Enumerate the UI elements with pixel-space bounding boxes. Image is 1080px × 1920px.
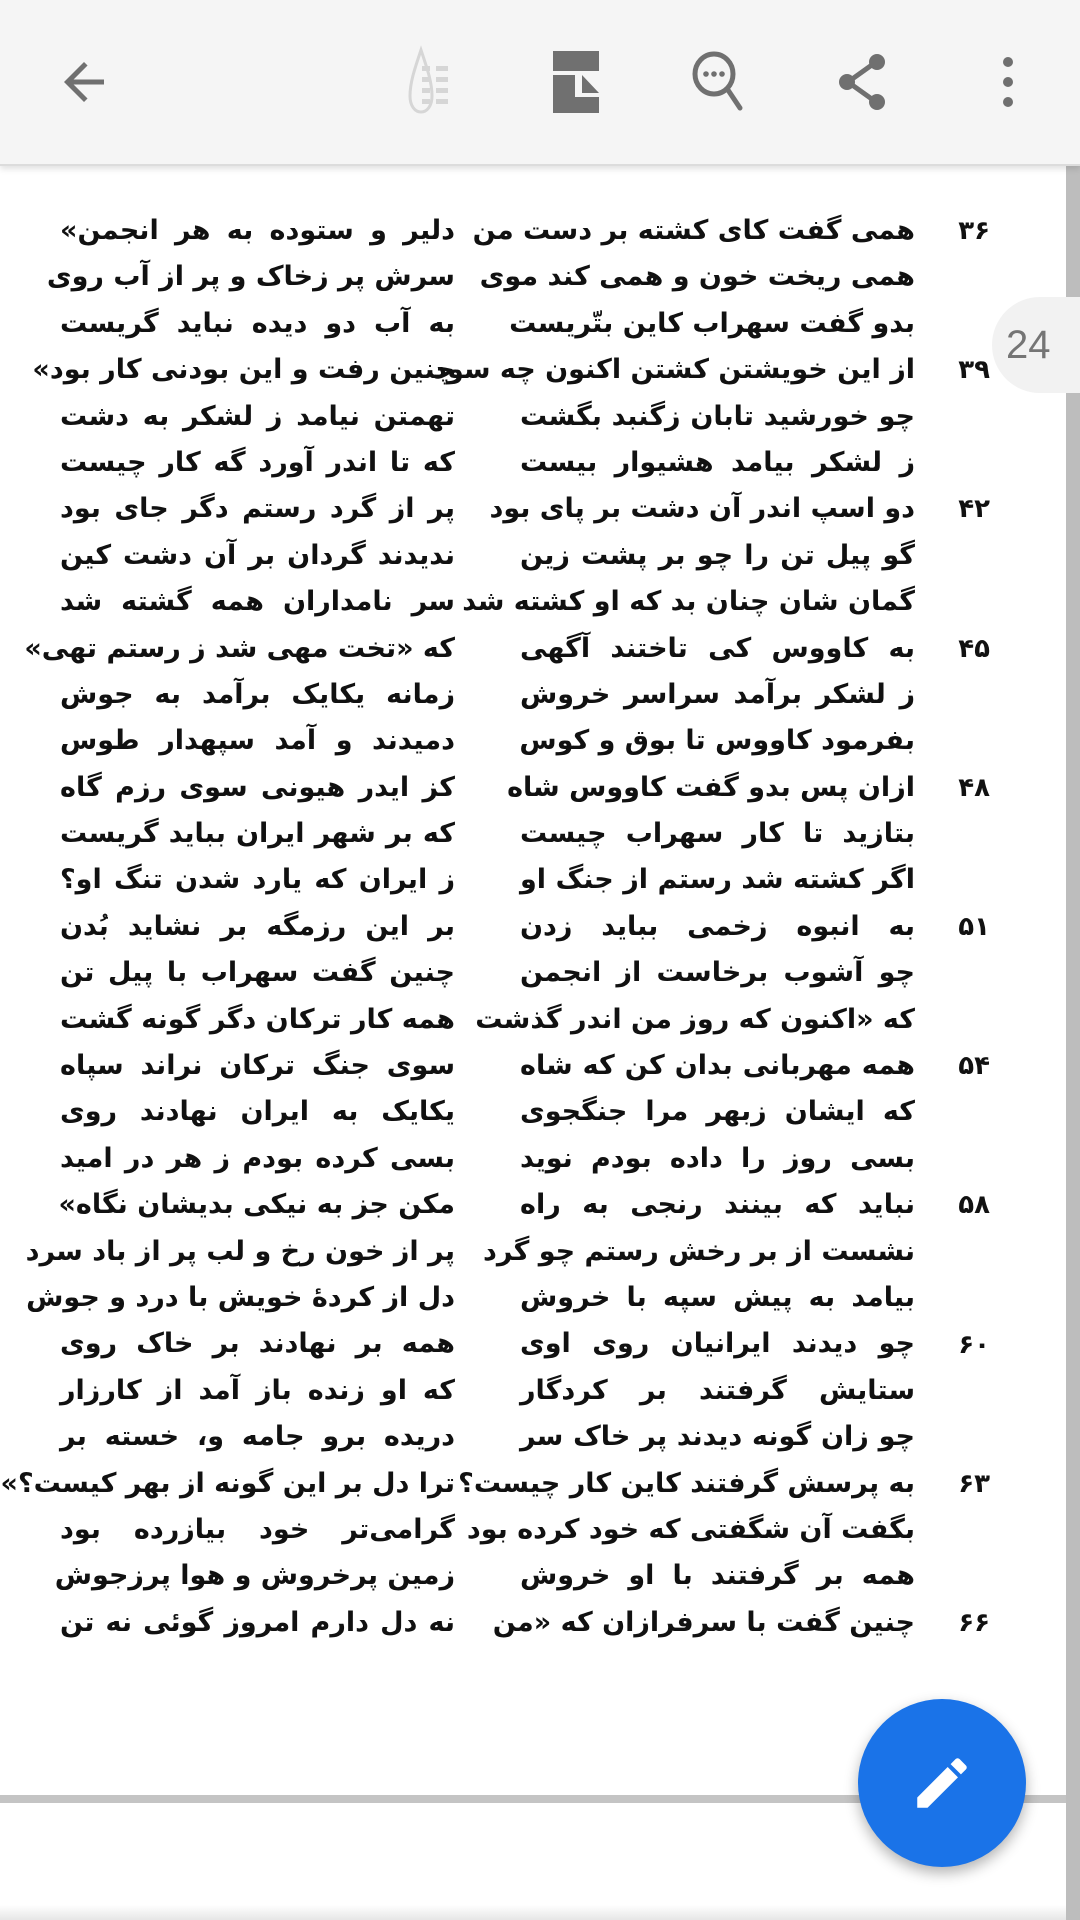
back-button[interactable] [44, 42, 124, 122]
verse-line: بدو گفت سهراب کاین بتّریست [509, 307, 915, 339]
poem-column-right [433, 208, 915, 1646]
verse-number: ۵۱ [958, 912, 990, 942]
verse-line: نباید که بینند رنجی به راه [520, 1189, 915, 1221]
verse-number: ۳۹ [958, 355, 990, 386]
verse-line: چنین رفت و این بودنی کار بود» [32, 354, 455, 386]
verse-line: همی ریخت خون و همی کند موی [479, 261, 915, 293]
top-app-bar [0, 0, 1080, 166]
page-layout-button[interactable] [536, 42, 616, 122]
verse-number: ۶۶ [958, 1608, 990, 1638]
verse-line: یکایک به ایران نهادند روی [60, 1096, 455, 1128]
next-page-edge [0, 1905, 1066, 1920]
verse-line: چو زان گونه دیدند پر خاک سر [520, 1421, 915, 1453]
verse-line: که «اکنون که روز من اندر گذشت [475, 1003, 915, 1035]
verse-line: بتازید تا کار سهراب چیست [520, 818, 915, 850]
verse-number: ۴۲ [958, 494, 990, 525]
verse-line: ترا دل بر این گونه از بهر کیست؟» [0, 1467, 455, 1499]
page-number: 24 [1006, 322, 1051, 367]
verse-line: به پرسش گرفتند کاین کار چیست؟ [458, 1467, 915, 1499]
share-button[interactable] [822, 42, 902, 122]
verse-line: ندیدند گردان بر آن دشت کین [60, 539, 455, 571]
verse-line: دل از کردهٔ خویش با درد و جوش [26, 1281, 455, 1313]
verse-line: همه کار ترکان دگر گونه گشت [60, 1003, 455, 1035]
verse-line: ز لشکر بیامد هشیوار بیست [520, 446, 915, 478]
verse-line: نشست از بر رخش رستم چو گرد [483, 1235, 915, 1267]
verse-number: ۶۳ [958, 1468, 990, 1499]
verse-line: پر از خون رخ و لب پر از باد سرد [25, 1235, 455, 1267]
verse-line: که تا اندر آورد گه کار چیست [60, 446, 455, 478]
verse-line: که ایشان زبهر مرا جنگجوی [520, 1096, 915, 1128]
verse-line: دو اسپ اندر آن دشت بر پای بود [489, 493, 915, 525]
verse-line: تهمتن نیامد ز لشکر به دشت [60, 400, 455, 432]
verse-line: به انبوه زخمی بباید زدن [520, 910, 915, 942]
edit-fab-button[interactable] [858, 1699, 1026, 1867]
verse-line: بفرمود کاووس تا بوق و کوس [519, 725, 915, 757]
verse-line: بیامد به پیش سپه با خروش [520, 1281, 915, 1313]
verse-line: دریده برو جامه و، خسته بر [60, 1421, 455, 1453]
verse-line: از این خویشتن کشتن اکنون چه سود [433, 354, 915, 386]
verse-line: بسی کرده بودم ز هر در امید [60, 1142, 455, 1174]
verse-line: زمانه یکایک برآمد به جوش [60, 678, 455, 710]
verse-line: سوی جنگ ترکان نراند سپاه [60, 1050, 455, 1082]
verse-line: همی گفت کای کشته بر دست من [472, 215, 915, 246]
page-edge [1066, 166, 1080, 1920]
verse-number: ۴۸ [958, 772, 990, 803]
verse-number: ۵۴ [958, 1051, 990, 1082]
arrow-back-icon [54, 52, 114, 112]
reading-mode-button[interactable] [394, 42, 474, 122]
reading-mode-icon [396, 44, 472, 120]
verse-line: کز ایدر هیونی سوی رزم گاه [60, 771, 455, 803]
verse-number: ۵۸ [958, 1190, 990, 1221]
verse-line: گو پیل تن را چو بر پشت زین [520, 539, 915, 571]
page-layout-icon [551, 49, 601, 115]
verse-line: بگفت آن شگفتی که خود کرده بود [466, 1513, 915, 1545]
verse-line: بر این رزمگه بر نشاید بُدن [60, 910, 455, 942]
verse-line: گرامی‌تر خود بیازرده بود [60, 1513, 455, 1545]
verse-line: همه بر گرفتند با او خروش [520, 1560, 915, 1592]
verse-line: گمان شان چنان بد که او کشته شد [462, 586, 915, 618]
verse-number: ۶۰ [958, 1329, 990, 1360]
verse-number: ۳۶ [958, 216, 990, 246]
verse-line: به کاووس کی تاختند آگهی [520, 632, 915, 664]
search-icon [690, 50, 750, 114]
verse-line: به آب دو دیده نباید گریست [60, 307, 455, 339]
search-button[interactable] [680, 42, 760, 122]
verse-line: چو آشوب برخاست از انجمن [520, 957, 915, 989]
verse-line: که او زنده باز آمد از کارزار [60, 1374, 455, 1406]
verse-line: ز ایران که یارد شدن تنگ او؟ [60, 864, 455, 896]
verse-line: مکن جز به نیکی بدیشان نگاه» [58, 1189, 455, 1221]
verse-number: ۴۵ [958, 633, 990, 664]
verse-line: بسی روز را داده بودم نوید [520, 1142, 915, 1174]
verse-line: اگر کشته شد رستم از جنگ او [520, 864, 915, 896]
verse-line: ز لشکر برآمد سراسر خروش [520, 678, 915, 710]
verse-line: چنین گفت سهراب با پیل تن [60, 957, 455, 989]
verse-line: سرش پر زخاک و پر از آب روی [46, 261, 455, 293]
verse-line: چنین گفت با سرفرازان که «من [492, 1606, 915, 1638]
page-number-indicator [992, 297, 1080, 393]
verse-line: که بر شهر ایران بباید گریست [60, 818, 455, 850]
verse-line: پر از گرد رستم دگر جای بود [60, 493, 455, 525]
verse-line: همه بر نهادند بر خاک روی [60, 1328, 455, 1360]
poem-column-left [0, 208, 455, 1646]
verse-line: زمین پرخروش و هوا پرزجوش [54, 1560, 455, 1592]
more-vertical-icon [1000, 54, 1016, 110]
verse-line: ازان پس بدو گفت کاووس شاه [507, 771, 915, 803]
verse-line: ستایش گرفتند بر کردگار [520, 1374, 915, 1406]
edit-pencil-icon [909, 1750, 975, 1816]
verse-line: دمیدند و آمد سپهدار طوس [60, 725, 455, 757]
verse-line: چو خورشید تابان زگنبد بگشت [520, 400, 915, 432]
share-icon [834, 52, 890, 112]
verse-line: همه مهربانی بدان کن که شاه [520, 1050, 915, 1082]
verse-line: که «تخت مهی شد ز رستم تهی» [24, 632, 455, 664]
verse-line: دلیر و ستوده به هر انجمن» [60, 215, 455, 246]
verse-line: چو دیدند ایرانیان روی اوی [520, 1328, 915, 1360]
verse-line: سر نامداران همه گشته شد [60, 586, 455, 618]
verse-line: نه دل دارم امروز گوئی نه تن [60, 1606, 455, 1638]
more-options-button[interactable] [968, 42, 1048, 122]
